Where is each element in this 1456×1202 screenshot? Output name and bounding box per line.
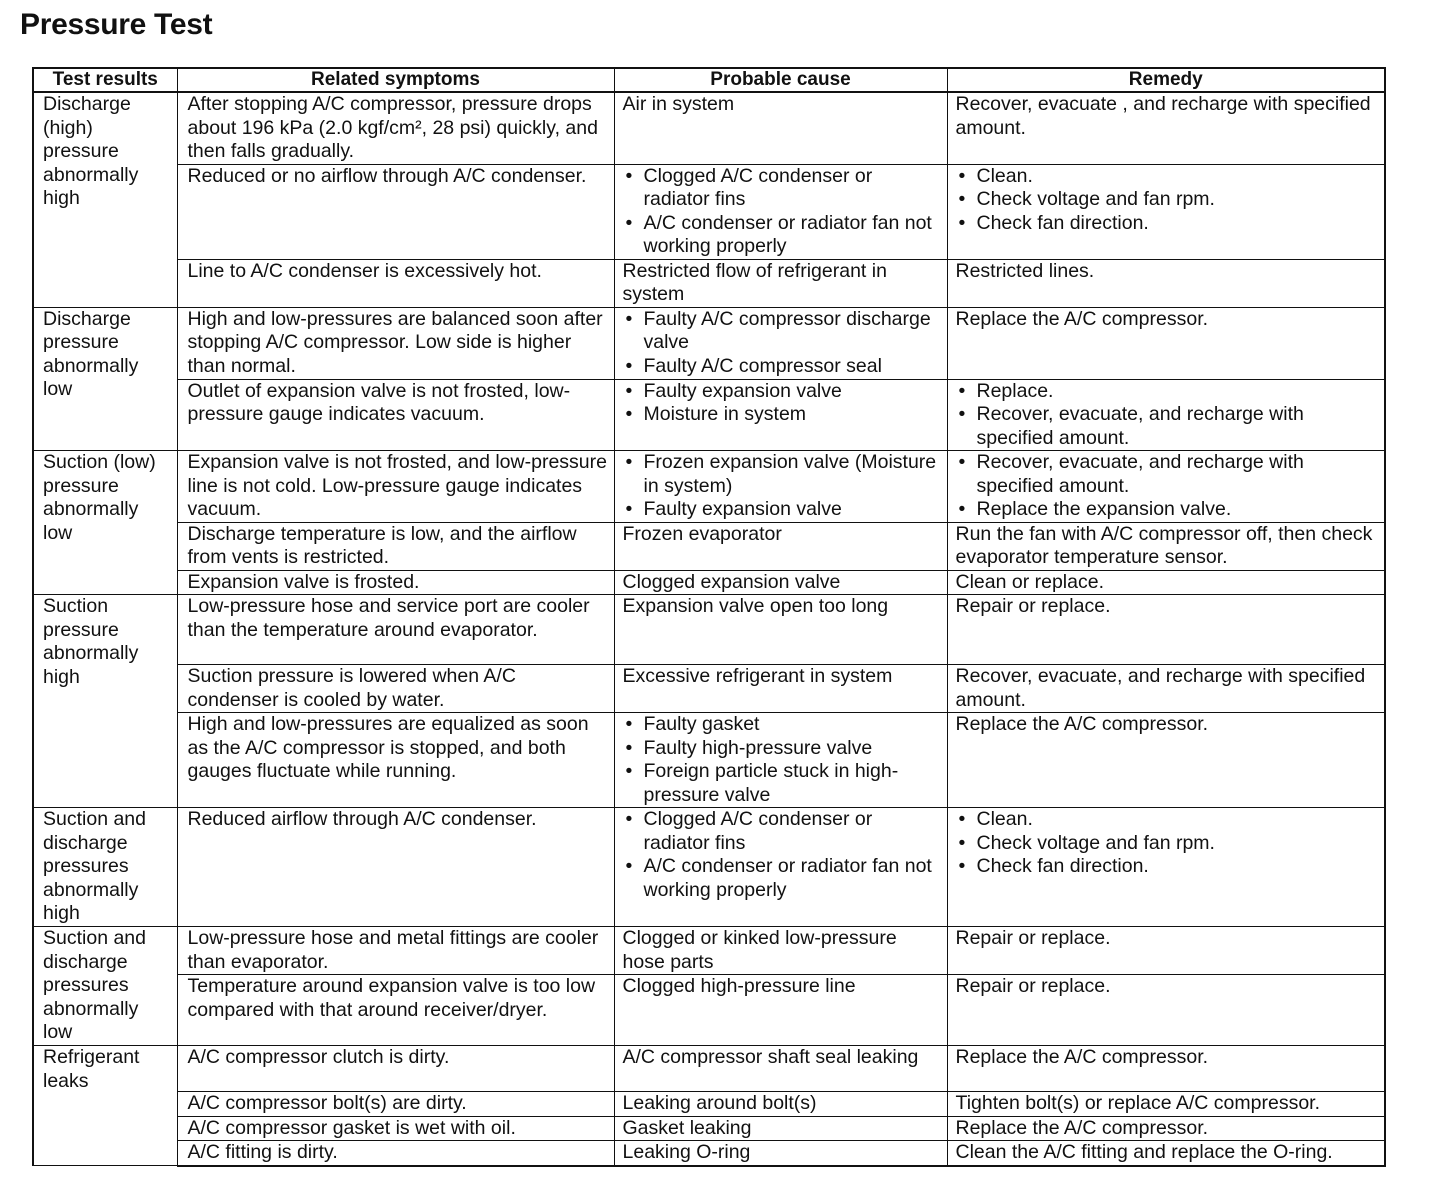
cause-cell-item: • A/C condenser or radiator fan not working properly <box>623 212 943 259</box>
table-row <box>33 570 1385 595</box>
cause-cell-item: • Faulty high-pressure valve <box>623 737 943 761</box>
remedy-cell: Clean or replace. <box>947 570 1385 595</box>
cause-cell-item: • Frozen expansion valve (Moisture in system) <box>623 451 943 498</box>
symptom-cell: High and low-pressures are balanced soon after stopping A/C compressor. Low side is higher than normal. <box>177 307 614 379</box>
page-title: Pressure Test <box>20 8 213 41</box>
test-result-cell: Suction pressure abnormally high <box>33 595 177 808</box>
remedy-cell-item: • Check fan direction. <box>956 855 1381 879</box>
test-result-cell: Suction (low) pressure abnormally low <box>33 451 177 595</box>
remedy-cell: Recover, evacuate, and recharge with specified amount. <box>947 665 1385 713</box>
header-remedy: Remedy <box>947 68 1385 92</box>
table-row <box>33 259 1385 307</box>
header-related-symptoms: Related symptoms <box>177 68 614 92</box>
cause-cell: Leaking around bolt(s) <box>614 1092 947 1117</box>
symptom-cell: Expansion valve is not frosted, and low-pressure line is not cold. Low-pressure gauge indicates vacuum. <box>177 451 614 523</box>
symptom-cell: A/C compressor bolt(s) are dirty. <box>177 1092 614 1117</box>
test-result-cell: Discharge pressure abnormally low <box>33 307 177 451</box>
remedy-cell: Run the fan with A/C compressor off, then check evaporator temperature sensor. <box>947 522 1385 570</box>
remedy-cell: Clean the A/C fitting and replace the O-ring. <box>947 1141 1385 1166</box>
remedy-cell: Recover, evacuate , and recharge with specified amount. <box>947 92 1385 164</box>
remedy-cell-item: • Clean. <box>956 165 1381 189</box>
table-row <box>33 927 1385 975</box>
table-row <box>33 975 1385 1046</box>
remedy-cell-item: • Check voltage and fan rpm. <box>956 188 1381 212</box>
table-row <box>33 92 1385 164</box>
remedy-cell-list <box>956 380 1381 451</box>
symptom-cell: Suction pressure is lowered when A/C condenser is cooled by water. <box>177 665 614 713</box>
remedy-cell-item: • Check fan direction. <box>956 212 1381 236</box>
remedy-cell <box>947 379 1385 451</box>
remedy-cell-list <box>956 165 1381 236</box>
table-row <box>33 1141 1385 1166</box>
cause-cell-list <box>623 713 943 807</box>
table-row <box>33 164 1385 259</box>
table-row <box>33 1116 1385 1141</box>
symptom-cell: A/C compressor gasket is wet with oil. <box>177 1116 614 1141</box>
table-row <box>33 522 1385 570</box>
cause-cell-item: • Clogged A/C condenser or radiator fins <box>623 808 943 855</box>
remedy-cell: Replace the A/C compressor. <box>947 307 1385 379</box>
cause-cell-list <box>623 308 943 379</box>
symptom-cell: A/C fitting is dirty. <box>177 1141 614 1166</box>
cause-cell: Frozen evaporator <box>614 522 947 570</box>
symptom-cell: Line to A/C condenser is excessively hot. <box>177 259 614 307</box>
cause-cell-item: • Faulty A/C compressor discharge valve <box>623 308 943 355</box>
test-result-cell: Refrigerant leaks <box>33 1046 177 1166</box>
symptom-cell: Temperature around expansion valve is too low compared with that around receiver/dryer. <box>177 975 614 1046</box>
symptom-cell: Reduced airflow through A/C condenser. <box>177 808 614 927</box>
cause-cell: Clogged high-pressure line <box>614 975 947 1046</box>
remedy-cell-item: • Replace. <box>956 380 1381 404</box>
cause-cell-item: • Faulty A/C compressor seal <box>623 355 943 379</box>
cause-cell-list <box>623 808 943 902</box>
table-row <box>33 808 1385 927</box>
remedy-cell: Repair or replace. <box>947 975 1385 1046</box>
cause-cell-item: • A/C condenser or radiator fan not working properly <box>623 855 943 902</box>
cause-cell-list <box>623 165 943 259</box>
remedy-cell: Tighten bolt(s) or replace A/C compressor. <box>947 1092 1385 1117</box>
test-result-cell: Suction and discharge pressures abnormally high <box>33 808 177 927</box>
cause-cell: Expansion valve open too long <box>614 595 947 665</box>
cause-cell-list <box>623 380 943 427</box>
cause-cell <box>614 379 947 451</box>
remedy-cell-item: • Check voltage and fan rpm. <box>956 832 1381 856</box>
symptom-cell: High and low-pressures are equalized as soon as the A/C compressor is stopped, and both gauges fluctuate while running. <box>177 713 614 808</box>
header-probable-cause: Probable cause <box>614 68 947 92</box>
remedy-cell: Replace the A/C compressor. <box>947 713 1385 808</box>
remedy-cell-item: • Replace the expansion valve. <box>956 498 1381 522</box>
remedy-cell: Replace the A/C compressor. <box>947 1116 1385 1141</box>
remedy-cell-item: • Clean. <box>956 808 1381 832</box>
remedy-cell <box>947 164 1385 259</box>
table-row <box>33 451 1385 523</box>
table-row <box>33 1046 1385 1092</box>
table-row <box>33 665 1385 713</box>
cause-cell: Excessive refrigerant in system <box>614 665 947 713</box>
table-row <box>33 379 1385 451</box>
cause-cell: Leaking O-ring <box>614 1141 947 1166</box>
symptom-cell: Expansion valve is frosted. <box>177 570 614 595</box>
cause-cell-item: • Faulty gasket <box>623 713 943 737</box>
symptom-cell: Reduced or no airflow through A/C condenser. <box>177 164 614 259</box>
pressure-test-table <box>32 67 1386 1167</box>
test-result-cell: Discharge (high) pressure abnormally high <box>33 92 177 307</box>
symptom-cell: Low-pressure hose and metal fittings are cooler than evaporator. <box>177 927 614 975</box>
remedy-cell <box>947 808 1385 927</box>
cause-cell: Clogged or kinked low-pressure hose parts <box>614 927 947 975</box>
header-row <box>33 68 1385 92</box>
symptom-cell: Discharge temperature is low, and the airflow from vents is restricted. <box>177 522 614 570</box>
remedy-cell: Repair or replace. <box>947 595 1385 665</box>
remedy-cell: Repair or replace. <box>947 927 1385 975</box>
cause-cell <box>614 307 947 379</box>
cause-cell: Clogged expansion valve <box>614 570 947 595</box>
cause-cell: Air in system <box>614 92 947 164</box>
symptom-cell: A/C compressor clutch is dirty. <box>177 1046 614 1092</box>
cause-cell: Gasket leaking <box>614 1116 947 1141</box>
remedy-cell-list <box>956 808 1381 879</box>
cause-cell-item: • Faulty expansion valve <box>623 498 943 522</box>
table-body <box>33 92 1385 1166</box>
cause-cell: A/C compressor shaft seal leaking <box>614 1046 947 1092</box>
table-row <box>33 307 1385 379</box>
cause-cell <box>614 808 947 927</box>
table-row <box>33 595 1385 665</box>
symptom-cell: After stopping A/C compressor, pressure drops about 196 kPa (2.0 kgf/cm², 28 psi) quickly, and then falls gradually. <box>177 92 614 164</box>
remedy-cell-item: • Recover, evacuate, and recharge with specified amount. <box>956 403 1381 450</box>
table-row <box>33 713 1385 808</box>
cause-cell <box>614 713 947 808</box>
header-test-results: Test results <box>33 68 177 92</box>
remedy-cell <box>947 451 1385 523</box>
remedy-cell-list <box>956 451 1381 522</box>
cause-cell-item: • Moisture in system <box>623 403 943 427</box>
remedy-cell: Restricted lines. <box>947 259 1385 307</box>
remedy-cell-item: • Recover, evacuate, and recharge with specified amount. <box>956 451 1381 498</box>
test-result-cell: Suction and discharge pressures abnormally low <box>33 927 177 1046</box>
cause-cell-item: • Foreign particle stuck in high-pressure valve <box>623 760 943 807</box>
cause-cell <box>614 451 947 523</box>
cause-cell: Restricted flow of refrigerant in system <box>614 259 947 307</box>
cause-cell-item: • Clogged A/C condenser or radiator fins <box>623 165 943 212</box>
cause-cell-item: • Faulty expansion valve <box>623 380 943 404</box>
symptom-cell: Outlet of expansion valve is not frosted, low-pressure gauge indicates vacuum. <box>177 379 614 451</box>
cause-cell <box>614 164 947 259</box>
table-row <box>33 1092 1385 1117</box>
cause-cell-list <box>623 451 943 522</box>
remedy-cell: Replace the A/C compressor. <box>947 1046 1385 1092</box>
symptom-cell: Low-pressure hose and service port are cooler than the temperature around evaporator. <box>177 595 614 665</box>
